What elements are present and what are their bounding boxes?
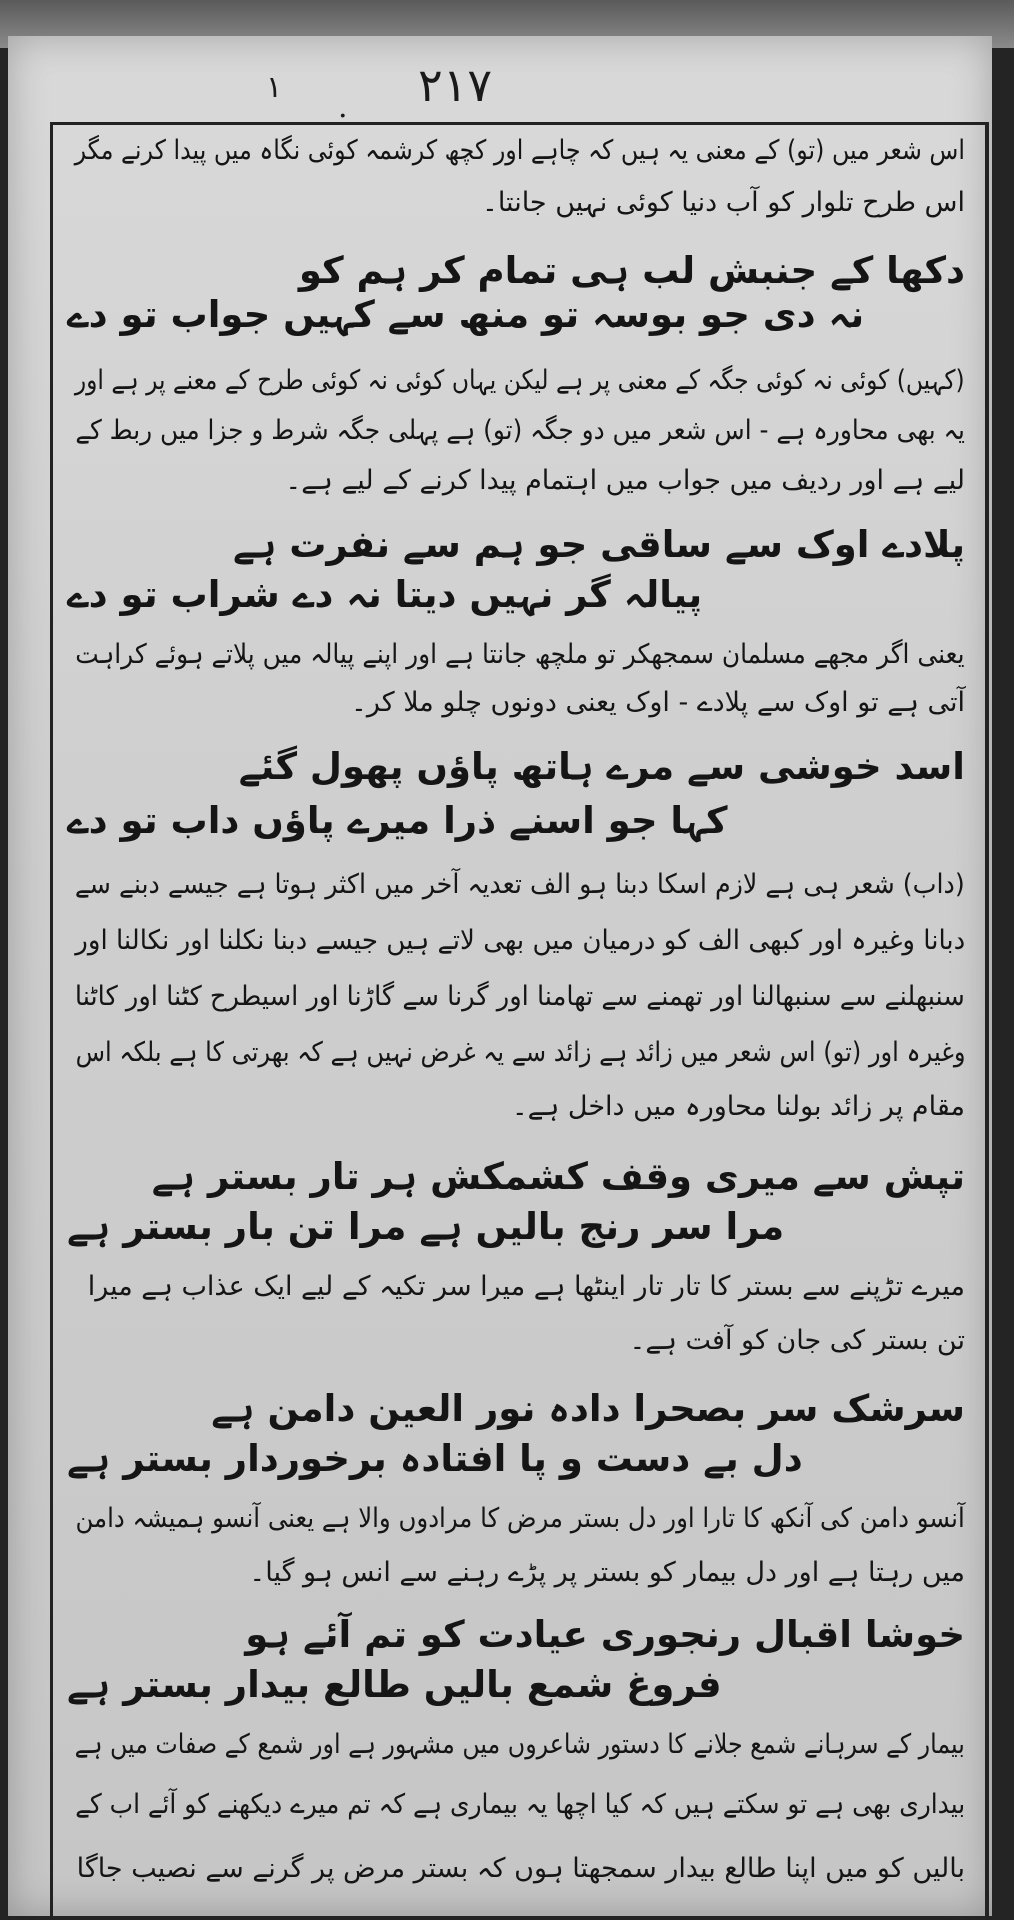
text-frame bbox=[50, 122, 989, 1920]
verse-first-hemistich: پلادے اوک سے ساقی جو ہم سے نفرت ہے bbox=[233, 523, 965, 566]
prose-line: تن بستر کی جان کو آفت ہے۔ bbox=[629, 1325, 965, 1356]
verse-second-hemistich: دل بے دست و پا افتادہ برخوردار بستر ہے bbox=[67, 1437, 803, 1480]
page-number: ۲۱۷ bbox=[418, 58, 493, 112]
prose-line: بیمار کے سرہانے شمع جلانے کا دستور شاعروں میں مشہور ہے اور شمع کے صفات میں ہے bbox=[74, 1729, 965, 1760]
prose-line: یعنی اگر مجھے مسلمان سمجھکر تو ملچھ جانتا ہے اور اپنے پیالہ میں پلاتے ہوئے کراہت bbox=[75, 639, 965, 670]
header-dot: . bbox=[338, 90, 348, 125]
prose-line: لیے ہے اور ردیف میں جواب میں اہتمام پیدا کرنے کے لیے ہے۔ bbox=[285, 465, 965, 496]
verse-first-hemistich: اسد خوشی سے مرے ہاتھ پاؤں پھول گئے bbox=[238, 745, 965, 788]
prose-line: دبانا وغیرہ اور کبھی الف کو درمیان میں بھی لاتے ہیں جیسے دبنا نکلنا اور نکالنا اور bbox=[74, 925, 965, 956]
verse-second-hemistich: پیالہ گر نہیں دیتا نہ دے شراب تو دے bbox=[67, 573, 703, 616]
prose-line: (داب) شعر ہی ہے لازم اسکا دبنا ہو الف تعدیہ آخر میں اکثر ہوتا ہے جیسے دبنے سے bbox=[75, 869, 965, 900]
prose-line: وغیرہ اور (تو) اس شعر میں زائد ہے زائد سے یہ غرض نہیں ہے کہ بھرتی کا ہے بلکہ اس bbox=[75, 1037, 965, 1068]
verse-first-hemistich: تپش سے میری وقف کشمکش ہر تار بستر ہے bbox=[151, 1155, 965, 1198]
prose-line: سنبھلنے سے سنبھالنا اور تھمنے سے تھامنا اور گرنا سے گاڑنا اور اسیطرح کٹنا اور کاٹنا bbox=[75, 981, 965, 1012]
prose-line: میرے تڑپنے سے بستر کا تار تار اینٹھا ہے میرا سر تکیہ کے لیے ایک عذاب ہے میرا bbox=[87, 1271, 965, 1302]
prose-line: بالیں کو میں اپنا طالع بیدار سمجھتا ہوں کہ بستر مرض پر گرنے سے نصیب جاگا bbox=[76, 1853, 965, 1884]
verse-second-hemistich: کہا جو اسنے ذرا میرے پاؤں داب تو دے bbox=[67, 799, 728, 842]
prose-line: آنسو دامن کی آنکھ کا تارا اور دل بستر مرض کا مرادوں والا ہے یعنی آنسو ہمیشہ دامن bbox=[75, 1503, 965, 1534]
header-mark: ۱ bbox=[266, 70, 283, 105]
verse-first-hemistich: خوشا اقبال رنجوری عیادت کو تم آئے ہو bbox=[245, 1613, 965, 1656]
verse-second-hemistich: مرا سر رنج بالیں ہے مرا تن بار بستر ہے bbox=[67, 1205, 785, 1248]
verse-second-hemistich: فروغ شمع بالیں طالع بیدار بستر ہے bbox=[67, 1663, 722, 1706]
verse-second-hemistich: نہ دی جو بوسہ تو منھ سے کہیں جواب تو دے bbox=[67, 293, 865, 336]
book-page bbox=[8, 36, 992, 1916]
prose-line: بیداری بھی ہے تو سکتے ہیں کہ کیا اچھا یہ بیماری ہے کہ تم میرے دیکھنے کو آئے اب کے bbox=[75, 1789, 965, 1820]
prose-line: میں رہتا ہے اور دل بیمار کو بستر پر پڑے رہنے سے انس ہو گیا۔ bbox=[249, 1557, 965, 1588]
prose-line: (کہیں) کوئی نہ کوئی جگہ کے معنی پر ہے لیکن یہاں کوئی نہ کوئی طرح کے معنے پر ہے اور bbox=[75, 365, 965, 396]
prose-line: اس شعر میں (تو) کے معنی یہ ہیں کہ چاہے اور کچھ کرشمہ کوئی نگاہ میں پیدا کرنے مگر bbox=[74, 135, 965, 166]
verse-first-hemistich: دکھا کے جنبش لب ہی تمام کر ہم کو bbox=[298, 249, 965, 292]
prose-line: یہ بھی محاورہ ہے - اس شعر میں دو جگہ (تو) ہے پہلی جگہ شرط و جزا میں ربط کے bbox=[75, 415, 965, 446]
prose-line: مقام پر زائد بولنا محاورہ میں داخل ہے۔ bbox=[511, 1091, 965, 1122]
prose-line: آتی ہے تو اوک سے پلادے - اوک یعنی دونوں چلو ملا کر۔ bbox=[351, 687, 965, 718]
verse-first-hemistich: سرشک سر بصحرا دادہ نور العین دامن ہے bbox=[211, 1387, 965, 1430]
prose-line: اس طرح تلوار کو آب دنیا کوئی نہیں جانتا۔ bbox=[482, 187, 965, 218]
